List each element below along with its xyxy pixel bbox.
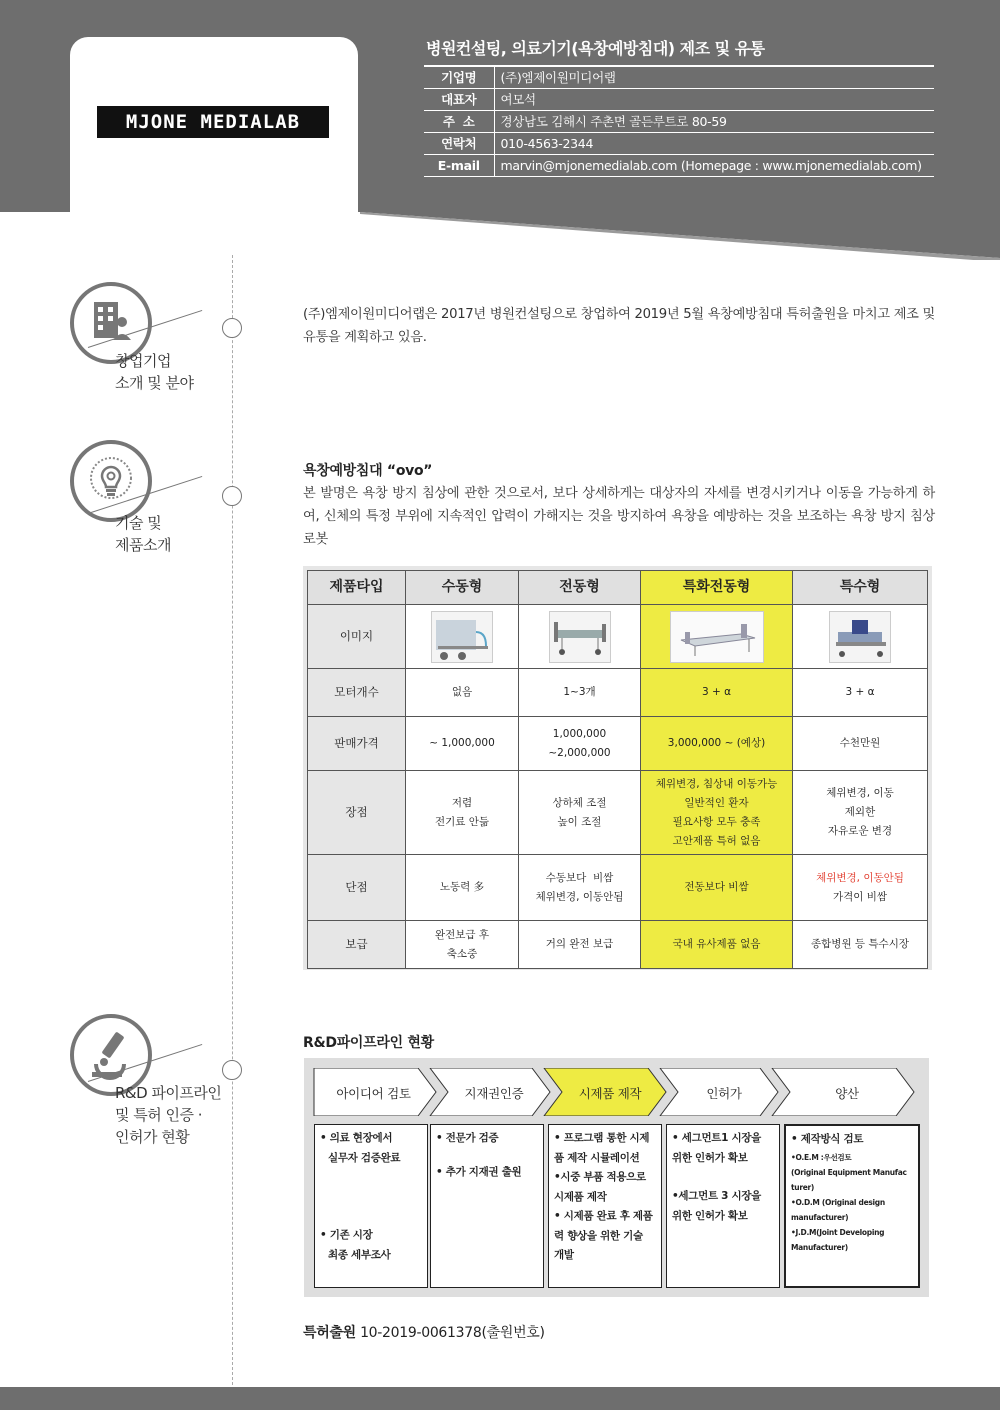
box-line: • 세그먼트1 시장을 — [672, 1132, 762, 1144]
table-cell — [519, 771, 641, 855]
patent-info — [303, 1322, 545, 1342]
info-value: 010-4563-2344 — [494, 132, 934, 154]
table-cell: ~ 1,000,000 — [406, 717, 519, 771]
cell-line: ~2,000,000 — [548, 746, 611, 759]
product-description: 본 발명은 욕창 방지 침상에 관한 것으로서, 보다 상세하게는 대상자의 자세를 변경시키거나 이동을 가능하게 하여, 신체의 특정 부위에 지속적인 압력이 가해지는 것을 방지하여 욕창을 예방하는 것을 보조하는 욕창 방지 침상 로봇 — [303, 486, 935, 547]
box-line: •세그먼트 3 시장을 — [672, 1190, 762, 1202]
table-header: 전동형 — [519, 571, 641, 605]
table-cell: 없음 — [406, 669, 519, 717]
label-line: 소개 및 분야 — [115, 374, 194, 392]
label-line: R&D 파이프라인 — [115, 1084, 222, 1102]
cell-line: 상하체 조절 — [552, 796, 607, 809]
box-line: 위한 인허가 확보 — [672, 1209, 748, 1222]
row-label: 모터개수 — [308, 669, 406, 717]
table-cell — [406, 771, 519, 855]
box-line: 개발 — [554, 1249, 574, 1261]
row-label: 이미지 — [308, 605, 406, 669]
stage-label: 아이디어 검토 — [336, 1086, 411, 1101]
company-logo: MJONE MEDIALAB — [97, 106, 329, 138]
cell-line: 전기료 안듦 — [434, 815, 490, 828]
box-line: • 시제품 완료 후 제품 — [554, 1210, 653, 1222]
box-line: 시제품 제작 — [554, 1190, 607, 1203]
table-cell: 국내 유사제품 없음 — [641, 921, 793, 969]
cell-line-warning: 체위변경, 이동안됨 — [816, 871, 904, 884]
label-line: 기술 및 — [115, 514, 162, 532]
cell-line: 체위변경, 이동안됨 — [535, 890, 624, 903]
cell-line: 1,000,000 — [552, 727, 607, 740]
table-cell — [406, 605, 519, 669]
table-cell — [519, 855, 641, 921]
info-row — [424, 132, 934, 154]
cell-line: 완전보급 후 — [434, 928, 490, 941]
table-cell — [519, 605, 641, 669]
table-header: 특화전동형 — [641, 571, 793, 605]
table-header: 제품타입 — [308, 571, 406, 605]
box-line: • 의료 현장에서 — [320, 1132, 393, 1144]
label-line: 및 특허 인증 · — [115, 1106, 203, 1124]
info-row — [424, 88, 934, 110]
row-label: 보급 — [308, 921, 406, 969]
box-line: •O.E.M :우선검토 — [791, 1152, 852, 1162]
patent-number: 10-2019-0061378(출원번호) — [360, 1325, 545, 1341]
row-label: 장점 — [308, 771, 406, 855]
table-cell: 종합병원 등 특수시장 — [793, 921, 928, 969]
timeline-line — [232, 255, 233, 1385]
stage-label: 인허가 — [706, 1086, 742, 1101]
rnd-heading: R&D파이프라인 현황 — [303, 1035, 434, 1051]
pipeline-box-production — [784, 1124, 920, 1288]
info-row — [424, 110, 934, 132]
cell-line: 저렴 — [451, 796, 473, 809]
box-line: • 추가 지재권 출원 — [436, 1165, 522, 1178]
timeline-dot — [222, 486, 242, 506]
box-line: • 프로그램 통한 시제 — [554, 1132, 650, 1144]
table-cell: 거의 완전 보급 — [519, 921, 641, 969]
manual-bed-image — [431, 611, 493, 663]
table-cell — [641, 605, 793, 669]
box-line: Manufacturer) — [791, 1242, 848, 1252]
specialized-bed-image — [670, 611, 764, 663]
box-line: • 전문가 검증 — [436, 1132, 499, 1144]
header-title: 병원컨설팅, 의료기기(욕창예방침대) 제조 및 유통 — [426, 39, 765, 58]
box-line: manufacturer) — [791, 1212, 849, 1222]
info-value: marvin@mjonemedialab.com (Homepage : www.mjonemedialab.com) — [494, 154, 934, 176]
info-row — [424, 154, 934, 176]
box-line: •시중 부품 적용으로 — [554, 1171, 646, 1183]
patent-label: 특허출원 — [303, 1325, 356, 1341]
box-line: •O.D.M (Original design — [791, 1197, 885, 1207]
section-label-rnd — [115, 1082, 221, 1148]
label-line: 인허가 현황 — [115, 1128, 190, 1146]
table-cell — [406, 921, 519, 969]
info-key: 연락처 — [424, 132, 494, 154]
cell-line: 고안제품 특허 없음 — [672, 834, 761, 847]
label-line: 제품소개 — [115, 536, 171, 554]
table-cell — [641, 771, 793, 855]
pipeline-box-ip — [430, 1124, 544, 1288]
box-line: 실무자 검증완료 — [328, 1151, 401, 1164]
table-header: 수동형 — [406, 571, 519, 605]
table-cell: 노동력 多 — [406, 855, 519, 921]
info-key: 기업명 — [424, 66, 494, 88]
info-key: 주 소 — [424, 110, 494, 132]
company-intro-text: (주)엠제이원미디어랩은 2017년 병원컨설팅으로 창업하여 2019년 5월 욕창예방침대 특허출원을 마치고 제조 및 유통을 계획하고 있음. — [303, 307, 935, 345]
info-key: 대표자 — [424, 88, 494, 110]
row-label: 단점 — [308, 855, 406, 921]
table-cell: 3 + α — [641, 669, 793, 717]
timeline-dot — [222, 1060, 242, 1080]
cell-line: 수동보다 비쌈 — [545, 871, 614, 884]
special-bed-image — [829, 611, 891, 663]
table-cell — [519, 717, 641, 771]
footer-bar — [0, 1387, 1000, 1410]
table-cell — [793, 605, 928, 669]
box-line: •J.D.M(Joint Developing — [791, 1227, 885, 1237]
section-label-company — [115, 350, 194, 394]
cell-line: 축소중 — [446, 947, 478, 960]
section-label-tech — [115, 512, 171, 556]
table-cell: 전동보다 비쌈 — [641, 855, 793, 921]
label-line: 창업기업 — [115, 352, 171, 370]
timeline-dot — [222, 318, 242, 338]
box-line: 품 제작 시뮬레이션 — [554, 1151, 640, 1164]
box-line: 력 향상을 위한 기술 — [554, 1229, 643, 1242]
table-cell: 수천만원 — [793, 717, 928, 771]
cell-line: 체위변경, 침상내 이동가능 — [655, 777, 778, 790]
cell-line: 필요사항 모두 충족 — [672, 815, 761, 828]
info-value: 여모석 — [494, 88, 934, 110]
info-value: 경상남도 김해시 주촌면 골든루트로 80-59 — [494, 110, 934, 132]
lightbulb-gear-icon — [70, 440, 152, 522]
info-value: (주)엠제이원미디어랩 — [494, 66, 934, 88]
cell-line: 일반적인 환자 — [684, 796, 749, 809]
box-line: • 기존 시장 — [320, 1229, 373, 1241]
box-line: 위한 인허가 확보 — [672, 1151, 748, 1164]
cell-line: 높이 조절 — [557, 815, 602, 828]
company-info-table — [424, 65, 934, 177]
box-line: 최종 세부조사 — [328, 1248, 391, 1261]
product-heading: 욕창예방침대 “ovo” — [303, 463, 433, 479]
box-line: turer) — [791, 1182, 815, 1192]
table-cell: 3 + α — [793, 669, 928, 717]
table-cell: 3,000,000 ~ (예상) — [641, 717, 793, 771]
stage-label: 지재권인증 — [464, 1086, 524, 1101]
stage-label: 양산 — [835, 1086, 859, 1101]
cell-line: 체위변경, 이동 — [826, 787, 894, 799]
info-row — [424, 66, 934, 88]
table-header: 특수형 — [793, 571, 928, 605]
info-key: E-mail — [424, 154, 494, 176]
cell-line: 제외한 — [844, 806, 876, 818]
cell-line: 가격이 비쌈 — [832, 890, 888, 903]
pipeline-box-prototype — [548, 1124, 662, 1288]
stage-label: 시제품 제작 — [578, 1086, 642, 1101]
box-title: • 제작방식 검토 — [791, 1133, 864, 1145]
row-label: 판매가격 — [308, 717, 406, 771]
electric-bed-image — [549, 611, 611, 663]
table-cell — [793, 855, 928, 921]
table-cell — [793, 771, 928, 855]
product-comparison-table — [303, 566, 932, 970]
rnd-pipeline — [304, 1058, 929, 1297]
pipeline-box-permit — [666, 1124, 780, 1288]
table-cell: 1~3개 — [519, 669, 641, 717]
cell-line: 자유로운 변경 — [827, 825, 893, 837]
pipeline-box-idea — [314, 1124, 428, 1288]
box-line: (Original Equipment Manufac — [791, 1167, 907, 1177]
